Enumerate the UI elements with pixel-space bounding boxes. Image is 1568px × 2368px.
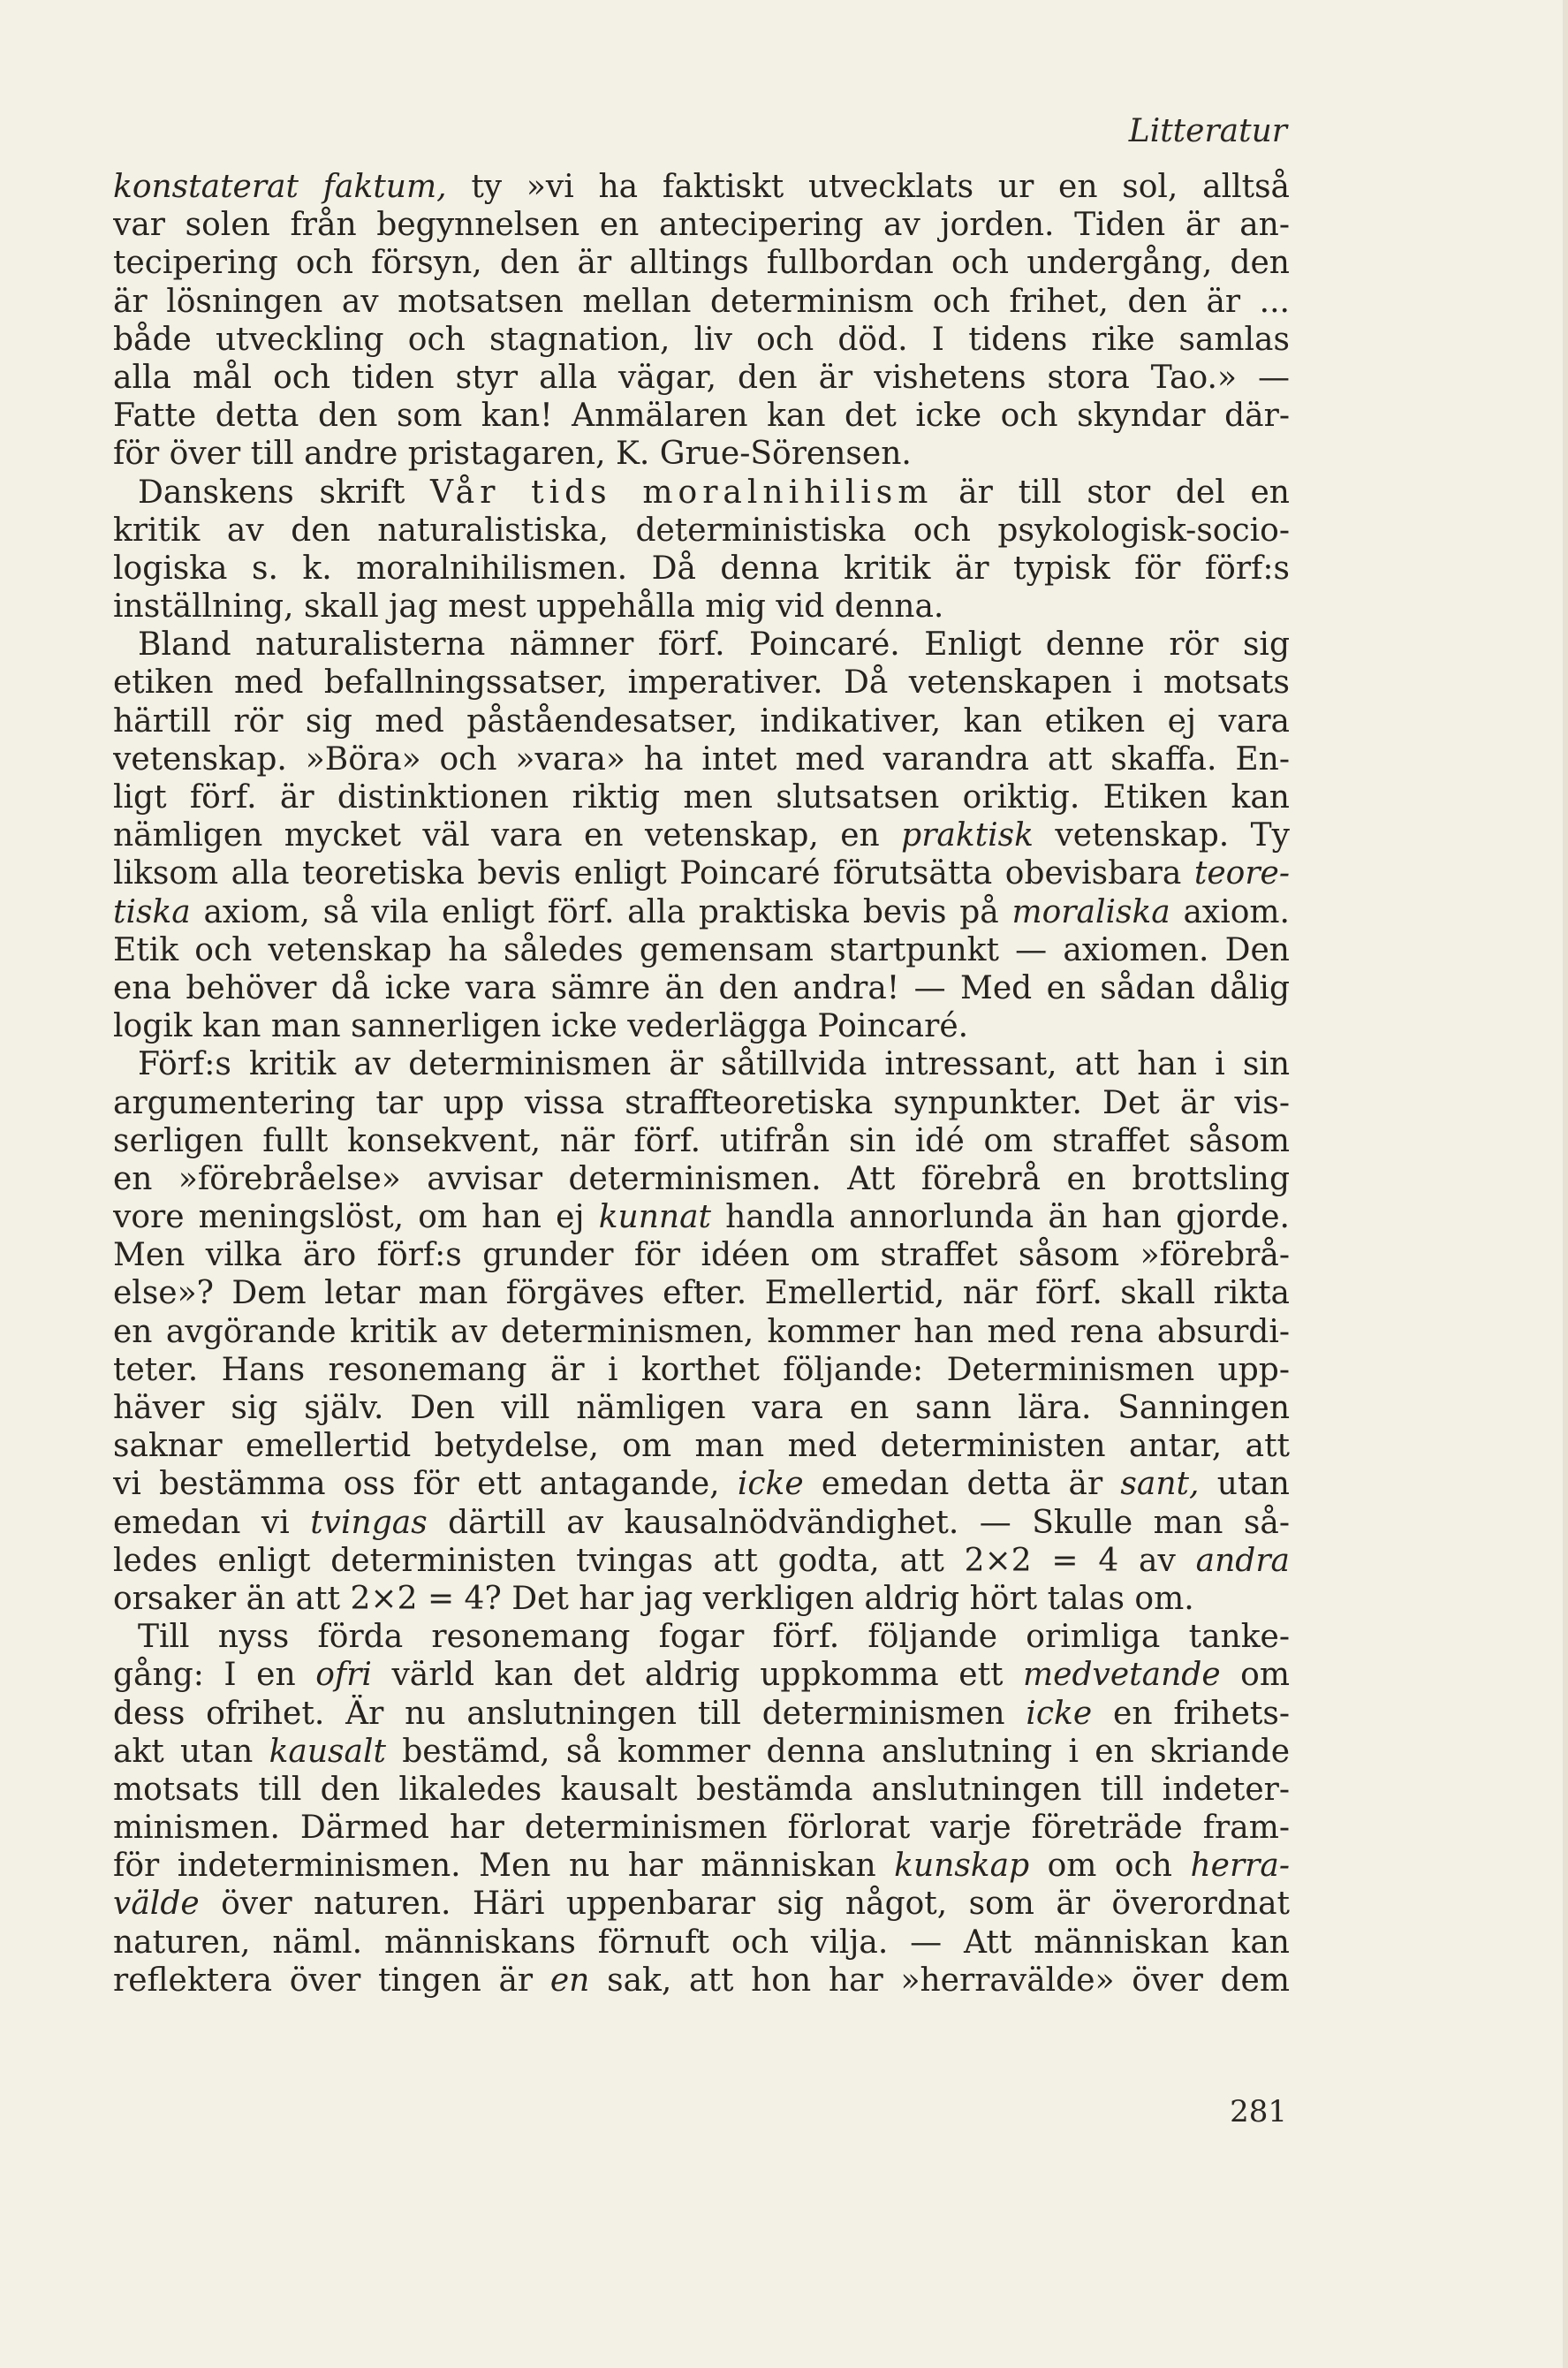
text-line: Danskens skrift Vår tids moralnihilism är till stor del en — [138, 474, 1290, 511]
text-line: argumentering tar upp vissa straffteoretiska synpunkter. Det är vis- — [113, 1084, 1290, 1121]
text-line: naturen, näml. människans förnuft och vilja. — Att människan kan — [113, 1924, 1290, 1961]
text-line: för indeterminismen. Men nu har människan kunskap om och herra- — [113, 1848, 1290, 1885]
text-line: ena behöver då icke vara sämre än den andra! — Med en sådan dålig — [113, 969, 1290, 1006]
text-line: serligen fullt konsekvent, när förf. utifrån sin idé om straffet såsom — [113, 1122, 1290, 1159]
text-line: tecipering och försyn, den är alltings fullbordan och undergång, den — [113, 245, 1290, 282]
text-line: Men vilka äro förf:s grunder för idéen om straffet såsom »förebrå- — [113, 1237, 1290, 1274]
text-line: konstaterat faktum, ty »vi ha faktiskt utvecklats ur en sol, alltså — [113, 169, 1290, 205]
text-line: Etik och vetenskap ha således gemensam startpunkt — axiomen. Den — [113, 931, 1290, 968]
running-head: Litteratur — [1128, 113, 1287, 149]
text-line: för över till andre pristagaren, K. Grue-Sörensen. — [113, 436, 912, 473]
text-line: motsats till den likaledes kausalt bestämda anslutningen till indeter- — [113, 1771, 1290, 1808]
text-line: etiken med befallningssatser, imperativer. Då vetenskapen i motsats — [113, 664, 1290, 702]
text-line: Till nyss förda resonemang fogar förf. följande orimliga tanke- — [138, 1619, 1290, 1656]
text-line: var solen från begynnelsen en antecipering av jorden. Tiden är an- — [113, 207, 1290, 244]
text-line: är lösningen av motsatsen mellan determinism och frihet, den är ... — [113, 283, 1290, 320]
text-line: en »förebråelse» avvisar determinismen. Att förebrå en brottsling — [113, 1160, 1290, 1197]
body-text — [113, 168, 1290, 2000]
text-line: liksom alla teoretiska bevis enligt Poincaré förutsätta obevisbara teore- — [113, 855, 1290, 892]
text-line: Förf:s kritik av determinismen är såtillvida intressant, att han i sin — [138, 1046, 1290, 1083]
text-line: reflektera över tingen är en sak, att hon har »herravälde» över dem — [113, 1962, 1290, 1999]
text-line: välde över naturen. Häri uppenbarar sig något, som är överordnat — [113, 1886, 1290, 1923]
text-line: alla mål och tiden styr alla vägar, den är vishetens stora Tao.» — — [113, 359, 1290, 396]
text-line: inställning, skall jag mest uppehålla mig vid denna. — [113, 588, 944, 626]
text-line: logik kan man sannerligen icke vederlägga Poincaré. — [113, 1008, 969, 1045]
text-line: dess ofrihet. Är nu anslutningen till determinismen icke en frihets- — [113, 1695, 1290, 1732]
text-line: else»? Dem letar man förgäves efter. Emellertid, när förf. skall rikta — [113, 1275, 1290, 1312]
text-line: teter. Hans resonemang är i korthet följande: Determinismen upp- — [113, 1351, 1290, 1388]
text-line: akt utan kausalt bestämd, så kommer denna anslutning i en skriande — [113, 1733, 1290, 1770]
text-line: vetenskap. »Böra» och »vara» ha intet med varandra att skaffa. En- — [113, 740, 1290, 778]
text-line: minismen. Därmed har determinismen förlorat varje företräde fram- — [113, 1810, 1290, 1847]
page-number: 281 — [1230, 2094, 1287, 2129]
text-line: Bland naturalisterna nämner förf. Poincaré. Enligt denne rör sig — [138, 626, 1290, 664]
spaced-title: Vår tids moralnihilism — [430, 474, 934, 511]
text-line: både utveckling och stagnation, liv och död. I tidens rike samlas — [113, 321, 1290, 358]
text-line: härtill rör sig med påståendesatser, indikativer, kan etiken ej vara — [113, 702, 1290, 740]
text-line: logiska s. k. moralnihilismen. Då denna kritik är typisk för förf:s — [113, 550, 1290, 587]
text-line: emedan vi tvingas därtill av kausalnödvändighet. — Skulle man så- — [113, 1504, 1290, 1541]
text-line: Fatte detta den som kan! Anmälaren kan det icke och skyndar där- — [113, 398, 1290, 435]
text-line: gång: I en ofri värld kan det aldrig uppkomma ett medvetande om — [113, 1657, 1290, 1694]
page-edge — [1563, 0, 1568, 2368]
text-line: ledes enligt deterministen tvingas att godta, att 2×2 = 4 av andra — [113, 1542, 1290, 1579]
text-line: häver sig själv. Den vill nämligen vara en sann lära. Sanningen — [113, 1390, 1290, 1426]
text-line: tiska axiom, så vila enligt förf. alla praktiska bevis på moraliska axiom. — [113, 893, 1290, 930]
text-line: saknar emellertid betydelse, om man med deterministen antar, att — [113, 1428, 1290, 1465]
text-line: nämligen mycket väl vara en vetenskap, en praktisk vetenskap. Ty — [113, 817, 1290, 854]
text-line: orsaker än att 2×2 = 4? Det har jag verkligen aldrig hört talas om. — [113, 1580, 1194, 1617]
text-line: ligt förf. är distinktionen riktig men slutsatsen oriktig. Etiken kan — [113, 779, 1290, 816]
text-line: en avgörande kritik av determinismen, kommer han med rena absurdi- — [113, 1313, 1290, 1350]
text-line: vore meningslöst, om han ej kunnat handla annorlunda än han gjorde. — [113, 1199, 1290, 1236]
text-line: kritik av den naturalistiska, deterministiska och psykologisk-socio- — [113, 512, 1290, 549]
text-line: vi bestämma oss för ett antagande, icke emedan detta är sant, utan — [113, 1466, 1290, 1503]
